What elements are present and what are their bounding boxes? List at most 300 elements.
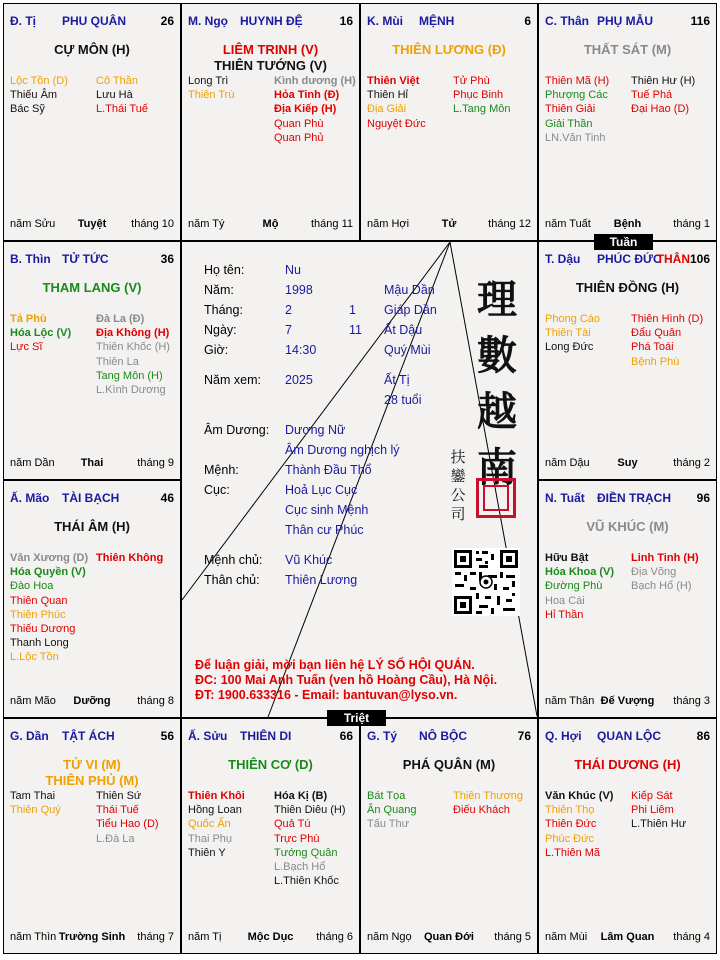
palace-branch: Q. Hợi	[545, 729, 582, 743]
info-canchi: Ất Dậu	[384, 323, 423, 337]
palace-dau[interactable]	[539, 242, 716, 479]
main-stars	[361, 757, 537, 773]
footer-stage: Bệnh	[613, 218, 642, 230]
contact-block	[195, 658, 497, 703]
star-item: Thiên Hư (H)	[631, 75, 696, 87]
star-item: L.Đà La	[96, 832, 135, 845]
main-star: THÁI DƯƠNG (H)	[574, 757, 681, 772]
palace-number: 36	[160, 252, 174, 266]
star-item: Thiên Thọ	[545, 804, 595, 817]
footer-year: năm Tuất	[545, 218, 591, 230]
footer-month: tháng 12	[488, 218, 531, 230]
star-item: L.Thiên Hư	[631, 818, 687, 831]
info-value: Thành Đầu Thổ	[285, 463, 372, 477]
star-item: Lực Sĩ	[10, 341, 43, 354]
right-star-list	[631, 789, 686, 832]
palace-branch: T. Dậu	[545, 252, 581, 266]
footer-stage: Quan Đới	[424, 931, 474, 943]
info-value-lunar: 1	[349, 303, 356, 317]
footer-month: tháng 11	[310, 218, 353, 230]
left-star-list	[10, 551, 88, 665]
main-stars	[4, 280, 180, 296]
star-item: Bệnh Phù	[631, 355, 680, 368]
palace-branch: Đ. Tị	[10, 14, 36, 28]
palace-branch: C. Thân	[545, 14, 589, 28]
info-value: 2	[285, 303, 292, 317]
footer-year: năm Thìn	[10, 931, 57, 943]
palace-footer	[10, 457, 174, 471]
star-item: Phúc Đức	[545, 832, 594, 845]
palace-number: 116	[690, 14, 710, 28]
palace-name: PHỤ MẪU	[597, 14, 653, 28]
right-star-list	[96, 312, 170, 397]
palace-number: 96	[696, 491, 710, 505]
calligraphy-char: 南	[477, 444, 517, 491]
main-star: THẤT SÁT (M)	[583, 42, 672, 57]
info-value: Cục sinh Mệnh	[285, 503, 369, 517]
palace-tuat[interactable]	[539, 481, 716, 717]
palace-footer	[10, 695, 174, 709]
star-item: Long Đức	[545, 341, 594, 354]
star-item: Đẩu Quân	[631, 327, 682, 340]
right-star-list	[453, 74, 510, 117]
star-item: Quan Phù	[274, 117, 324, 130]
main-stars	[182, 757, 359, 773]
star-item: Tấu Thư	[367, 818, 410, 831]
main-stars	[539, 757, 716, 773]
star-item: Địa Võng	[631, 566, 677, 579]
palace-name: ĐIỀN TRẠCH	[597, 491, 671, 505]
star-item: L.Tang Môn	[453, 103, 511, 116]
palace-footer	[10, 931, 174, 945]
main-stars	[539, 519, 716, 535]
palace-header	[10, 491, 174, 507]
calligraphy-char: 鑾	[450, 467, 466, 485]
star-item: Đường Phù	[545, 580, 603, 593]
palace-branch: G. Tý	[367, 729, 398, 743]
star-item: Hỏa Tinh (Đ)	[274, 89, 340, 102]
palace-header	[545, 491, 710, 507]
palace-ti[interactable]	[4, 4, 180, 240]
star-item: Thiên Việt	[367, 75, 420, 87]
footer-stage: Suy	[617, 457, 638, 469]
info-value: Hoả Lục Cục	[285, 483, 358, 497]
main-star: THIÊN LƯƠNG (Đ)	[392, 42, 506, 57]
palace-header	[545, 14, 710, 30]
palace-thin[interactable]	[4, 242, 180, 479]
star-item: Địa Giải	[367, 103, 407, 116]
footer-year: năm Sửu	[10, 218, 56, 230]
star-item: Điếu Khách	[453, 804, 510, 817]
footer-year: năm Mão	[10, 695, 56, 707]
star-item: Thiên Diêu (H)	[274, 804, 346, 817]
palace-header	[545, 252, 710, 268]
main-star: CỰ MÔN (H)	[54, 42, 130, 57]
palace-number: 6	[524, 14, 531, 28]
palace-number: 76	[517, 729, 531, 743]
contact-line[interactable]: ĐT: 1900.633316 - Email: bantuvan@lyso.vn.	[195, 688, 458, 702]
star-item: Ân Quang	[367, 804, 417, 817]
main-star: TỬ VI (M)	[63, 757, 121, 772]
palace-dan[interactable]	[4, 719, 180, 953]
star-item: Tử Phù	[453, 75, 490, 87]
than-marker: THÂN	[656, 252, 690, 266]
star-item: Thiên Phúc	[10, 608, 66, 621]
star-item: Địa Kiếp (H)	[274, 103, 337, 116]
star-item: Thai Phụ	[188, 832, 233, 845]
star-item: L.Thái Tuế	[96, 103, 148, 116]
footer-year: năm Hợi	[367, 218, 410, 230]
palace-branch: K. Mùi	[367, 14, 403, 28]
palace-name: THIÊN DI	[240, 729, 292, 743]
info-label: Họ tên:	[204, 263, 245, 277]
left-star-list	[10, 789, 61, 817]
palace-header	[367, 14, 531, 30]
star-item: Hồng Loan	[188, 804, 242, 817]
left-star-list	[545, 551, 614, 622]
info-canchi: 28 tuổi	[384, 393, 422, 407]
palace-branch: B. Thìn	[10, 252, 51, 266]
palace-name: HUYNH ĐỆ	[240, 14, 303, 28]
palace-name: TẬT ÁCH	[62, 729, 115, 743]
star-item: LN.Văn Tinh	[545, 131, 606, 144]
star-item: Tuế Phá	[631, 89, 673, 102]
footer-stage: Trường Sinh	[58, 931, 126, 943]
main-stars	[539, 42, 716, 58]
star-item: Thiên Trù	[188, 89, 235, 102]
palace-number: 56	[160, 729, 174, 743]
star-item: Tướng Quân	[274, 846, 338, 859]
info-value: Thiên Lương	[285, 573, 358, 587]
star-item: Phượng Các	[545, 89, 608, 102]
info-label: Năm:	[204, 283, 234, 297]
footer-month: tháng 5	[494, 931, 531, 943]
right-star-list	[453, 789, 523, 817]
right-star-list	[96, 74, 148, 117]
right-star-list	[631, 74, 695, 117]
star-item: Hỉ Thần	[545, 608, 584, 621]
palace-header	[188, 14, 353, 30]
info-canchi: Mậu Dần	[384, 283, 435, 297]
info-canchi: Ất Tị	[384, 373, 410, 387]
star-item: L.Bạch Hổ	[274, 861, 326, 874]
star-item: Hoa Cái	[545, 594, 585, 607]
calligraphy-char: 公	[450, 486, 466, 504]
star-item: L.Lộc Tồn	[10, 651, 59, 664]
palace-footer	[545, 931, 710, 945]
footer-month: tháng 10	[131, 218, 174, 230]
palace-footer	[10, 218, 174, 232]
star-item: Thiên Đức	[545, 818, 597, 831]
star-item: Bác Sỹ	[10, 103, 45, 116]
palace-branch: Ấ. Mão	[10, 491, 50, 505]
star-item: Cô Thần	[96, 75, 138, 87]
footer-year: năm Dần	[10, 457, 55, 469]
palace-footer	[545, 457, 710, 471]
star-item: Thiên Mã (H)	[545, 75, 610, 87]
left-star-list	[10, 312, 71, 355]
footer-stage: Thai	[80, 457, 104, 469]
footer-stage: Đế Vượng	[600, 695, 655, 707]
star-item: Phá Toái	[631, 341, 674, 354]
info-label: Ngày:	[204, 323, 237, 337]
palace-number: 66	[339, 729, 353, 743]
palace-mao[interactable]	[4, 481, 180, 717]
footer-month: tháng 9	[137, 457, 174, 469]
left-star-list	[188, 789, 245, 860]
star-item: Quốc Ấn	[188, 818, 231, 831]
info-value-lunar: 11	[349, 323, 362, 337]
footer-stage: Mộc Dục	[247, 931, 294, 943]
star-item: Thiên Y	[188, 846, 226, 859]
palace-footer	[545, 218, 710, 232]
main-star: PHÁ QUÂN (M)	[402, 757, 496, 772]
calligraphy-title	[470, 272, 524, 496]
star-item: Đại Hao (D)	[631, 103, 690, 116]
footer-year: năm Thân	[545, 695, 595, 707]
star-item: Kiếp Sát	[631, 790, 673, 802]
star-item: Bát Tọa	[367, 790, 406, 802]
palace-name: PHÚC ĐỨC	[597, 252, 662, 266]
palace-than[interactable]	[539, 4, 716, 240]
main-stars	[539, 280, 716, 296]
star-item: Giải Thần	[545, 117, 593, 130]
palace-branch: N. Tuất	[545, 491, 585, 505]
left-star-list	[367, 74, 426, 131]
palace-branch: M. Ngọ	[188, 14, 228, 28]
palace-number: 26	[160, 14, 174, 28]
footer-month: tháng 7	[137, 931, 174, 943]
left-star-list	[188, 74, 234, 102]
main-star: THIÊN CƠ (D)	[228, 757, 313, 772]
small-calligraphy	[448, 448, 468, 524]
star-item: Địa Không (H)	[96, 327, 170, 340]
star-item: Lộc Tồn (D)	[10, 75, 68, 87]
palace-header	[10, 252, 174, 268]
right-star-list	[96, 551, 163, 565]
palace-suu[interactable]	[182, 719, 359, 953]
calligraphy-char: 數	[477, 332, 517, 379]
contact-line: Để luận giải, mời bạn liên hệ LÝ SỐ HỘI QUÁN.	[195, 658, 475, 672]
star-item: Thanh Long	[10, 637, 69, 650]
star-item: Tả Phù	[10, 313, 47, 325]
info-value: 1998	[285, 283, 313, 297]
palace-name: QUAN LỘC	[597, 729, 661, 743]
info-value: 7	[285, 323, 292, 337]
star-item: Hóa Lộc (V)	[10, 327, 72, 340]
palace-number: 106	[689, 252, 710, 266]
main-star: THAM LANG (V)	[42, 280, 142, 295]
palace-name: PHU QUÂN	[62, 14, 127, 28]
star-item: Thiên Thương	[453, 790, 524, 802]
star-item: Thiên Khốc (H)	[96, 341, 170, 354]
footer-stage: Tử	[441, 218, 457, 230]
main-star: THÁI ÂM (H)	[54, 519, 130, 534]
star-item: Tiểu Hao (D)	[96, 818, 159, 831]
main-stars	[182, 42, 359, 74]
star-item: L.Thiên Mã	[545, 846, 601, 859]
star-item: Lưu Hà	[96, 89, 133, 102]
footer-stage: Tuyệt	[77, 218, 107, 230]
main-stars	[4, 42, 180, 58]
star-item: Thiên Không	[96, 552, 164, 564]
star-item: Thiên Khôi	[188, 790, 245, 802]
info-canchi: Giáp Dần	[384, 303, 437, 317]
palace-number: 46	[160, 491, 174, 505]
right-star-list	[631, 551, 699, 594]
palace-footer	[188, 931, 353, 945]
footer-year: năm Tý	[188, 218, 225, 230]
main-star: THIÊN ĐỒNG (H)	[575, 280, 680, 295]
star-item: Phi Liêm	[631, 804, 674, 817]
star-item: Quả Tú	[274, 818, 311, 831]
footer-month: tháng 8	[137, 695, 174, 707]
star-item: Thiên Hình (D)	[631, 313, 704, 325]
palace-number: 86	[696, 729, 710, 743]
info-canchi: Quý Mùi	[384, 343, 431, 357]
main-star: THIÊN PHỦ (M)	[45, 773, 139, 788]
palace-footer	[367, 931, 531, 945]
main-star: VŨ KHÚC (M)	[586, 519, 669, 534]
info-value: 2025	[285, 373, 313, 387]
footer-month: tháng 6	[316, 931, 353, 943]
main-stars	[4, 519, 180, 535]
palace-header	[188, 729, 353, 745]
palace-ngo[interactable]	[182, 4, 359, 240]
star-item: Trực Phù	[274, 832, 320, 845]
palace-mui[interactable]	[361, 4, 537, 240]
palace-number: 16	[339, 14, 353, 28]
footer-year: năm Ngọ	[367, 931, 412, 943]
footer-stage: Mộ	[262, 218, 279, 230]
palace-name: TỬ TỨC	[62, 252, 109, 266]
star-item: L.Kình Dương	[96, 384, 166, 397]
info-value: Âm Dương nghịch lý	[285, 443, 400, 457]
right-star-list	[96, 789, 159, 846]
palace-branch: Ấ. Sửu	[188, 729, 228, 743]
palace-ty[interactable]	[361, 719, 537, 953]
triet-tag: Triệt	[327, 710, 386, 726]
qr-code[interactable]	[452, 548, 520, 616]
star-item: Bạch Hổ (H)	[631, 580, 692, 593]
left-star-list	[545, 312, 600, 355]
info-label: Giờ:	[204, 343, 229, 357]
star-item: Hóa Khoa (V)	[545, 566, 615, 579]
left-star-list	[545, 74, 609, 145]
star-item: Văn Khúc (V)	[545, 790, 614, 802]
palace-name: NÔ BỘC	[419, 729, 467, 743]
star-item: Phục Binh	[453, 89, 504, 102]
footer-year: năm Tị	[188, 931, 222, 943]
main-star: THIÊN TƯỚNG (V)	[214, 58, 327, 73]
main-star: LIÊM TRINH (V)	[222, 42, 319, 57]
footer-month: tháng 3	[673, 695, 710, 707]
footer-year: năm Dậu	[545, 457, 590, 469]
footer-month: tháng 1	[673, 218, 710, 230]
palace-branch: G. Dần	[10, 729, 49, 743]
main-stars	[4, 757, 180, 789]
calligraphy-char: 扶	[450, 448, 466, 466]
info-label: Thân chủ:	[204, 573, 260, 587]
palace-header	[10, 14, 174, 30]
info-label: Mệnh chủ:	[204, 553, 263, 567]
star-item: Hóa Kị (B)	[274, 790, 328, 802]
palace-footer	[367, 218, 531, 232]
palace-name: TÀI BẠCH	[62, 491, 120, 505]
info-label: Mệnh:	[204, 463, 239, 477]
info-value: Dương Nữ	[285, 423, 346, 437]
star-item: Thiếu Dương	[10, 623, 76, 636]
info-label: Cục:	[204, 483, 230, 497]
star-item: Tam Thai	[10, 790, 56, 802]
star-item: Thiên Quý	[10, 804, 61, 817]
right-star-list	[274, 789, 346, 888]
info-label: Tháng:	[204, 303, 243, 317]
star-item: Đào Hoa	[10, 580, 54, 593]
right-star-list	[631, 312, 703, 369]
star-item: Long Trì	[188, 75, 229, 87]
calligraphy-char: 司	[450, 505, 466, 523]
star-item: Thiên Sứ	[96, 790, 142, 802]
star-item: Phong Cáo	[545, 313, 601, 325]
palace-name: MỆNH	[419, 14, 455, 28]
left-star-list	[545, 789, 613, 860]
footer-year: năm Mùi	[545, 931, 588, 943]
star-item: Thái Tuế	[96, 804, 139, 817]
star-item: Thiên Quan	[10, 594, 68, 607]
footer-stage: Dưỡng	[73, 695, 111, 707]
palace-header	[10, 729, 174, 745]
main-stars	[361, 42, 537, 58]
star-item: Tang Môn (H)	[96, 369, 163, 382]
info-value: 14:30	[285, 343, 317, 357]
info-label: Âm Dương:	[204, 423, 270, 437]
info-value: Vũ Khúc	[285, 553, 333, 567]
star-item: Linh Tinh (H)	[631, 552, 699, 564]
footer-month: tháng 2	[673, 457, 710, 469]
info-label: Năm xem:	[204, 373, 261, 387]
star-item: Nguyệt Đức	[367, 117, 426, 130]
red-seal	[476, 478, 516, 518]
palace-footer	[188, 218, 353, 232]
left-star-list	[10, 74, 68, 117]
calligraphy-char: 越	[477, 388, 517, 435]
star-item: Đà La (Đ)	[96, 313, 145, 325]
star-item: Thiên Giải	[545, 103, 596, 116]
footer-stage: Lâm Quan	[600, 931, 655, 943]
palace-header	[367, 729, 531, 745]
info-value: Thân cư Phúc	[285, 523, 364, 537]
right-star-list	[274, 74, 356, 145]
star-item: Hữu Bật	[545, 552, 589, 564]
star-item: Kình dương (H)	[274, 75, 356, 87]
tuan-tag: Tuần	[594, 234, 653, 250]
calligraphy-char: 理	[477, 276, 517, 323]
left-star-list	[367, 789, 417, 832]
palace-footer	[545, 695, 710, 709]
star-item: Thiên La	[96, 355, 139, 368]
star-item: Thiếu Âm	[10, 89, 58, 102]
star-item: Quan Phủ	[274, 131, 324, 144]
palace-hoi[interactable]	[539, 719, 716, 953]
star-item: Thiên Hỉ	[367, 89, 408, 102]
info-value: Nu	[285, 263, 301, 277]
star-item: Văn Xương (D)	[10, 552, 89, 564]
star-item: Hóa Quyền (V)	[10, 566, 86, 579]
footer-month: tháng 4	[673, 931, 710, 943]
star-item: Thiên Tài	[545, 327, 591, 340]
contact-line: ĐC: 100 Mai Anh Tuấn (ven hồ Hoàng Cầu), Hà Nội.	[195, 673, 498, 687]
